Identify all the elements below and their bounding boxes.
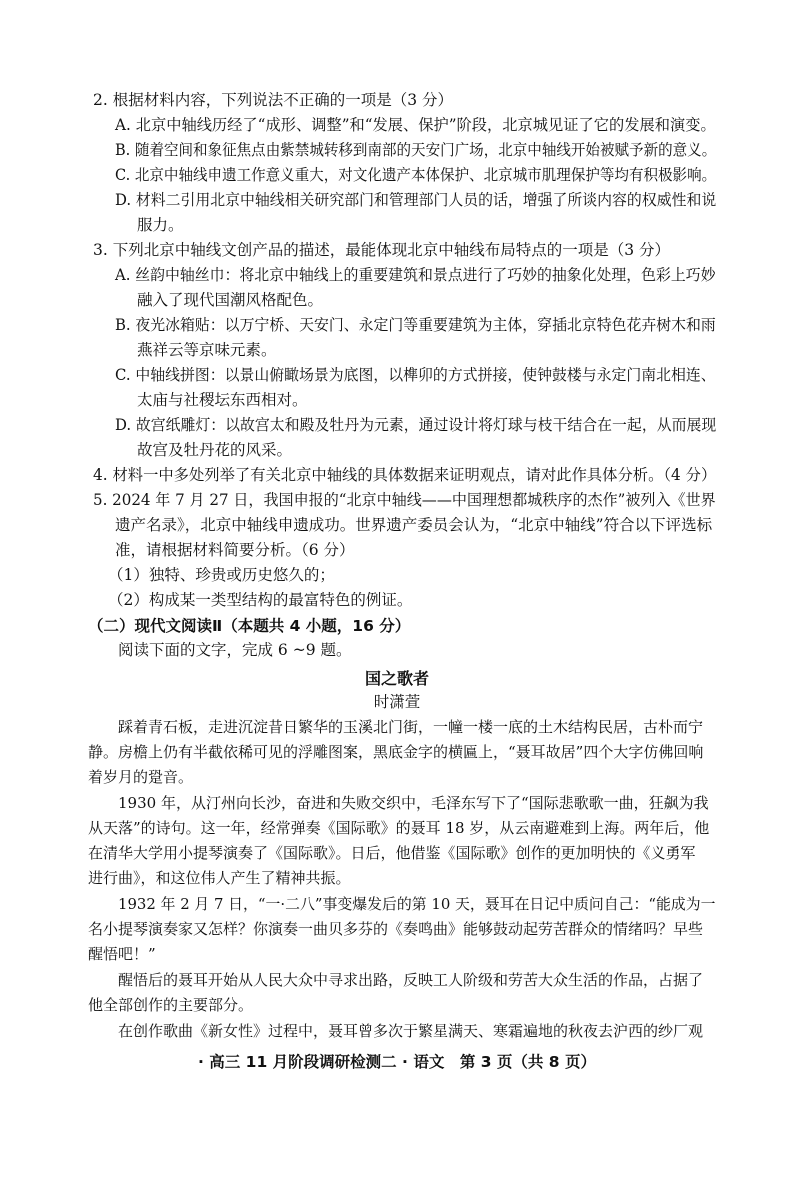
- paragraph-2-line1: 1930 年，从汀州向长沙，奋进和失败交织中，毛泽东写下了“国际悲歌歌一曲，狂飙为我: [118, 794, 709, 812]
- paragraph-1-line3: 着岁月的跫音。: [88, 768, 194, 786]
- article-title: 国之歌者: [364, 669, 429, 688]
- question-2-option-a: A. 北京中轴线历经了“成形、调整”和“发展、保护”阶段，北京城见证了它的发展和演变。: [115, 116, 716, 134]
- question-2-stem: 2. 根据材料内容，下列说法不正确的一项是（3 分）: [93, 91, 454, 109]
- section-intro: 阅读下面的文字，完成 6 ~9 题。: [118, 641, 352, 659]
- question-2-option-c: C. 北京中轴线申遗工作意义重大，对文化遗产本体保护、北京城市肌理保护等均有积极影响。: [115, 166, 717, 184]
- question-5-criterion-2: （2）构成某一类型结构的最富特色的例证。: [108, 591, 413, 609]
- paragraph-4-line1: 醒悟后的聂耳开始从人民大众中寻求出路，反映工人阶级和劳苦大众生活的作品，占据了: [118, 971, 704, 989]
- paragraph-2-line2: 从天落”的诗句。这一年，经常弹奏《国际歌》的聂耳 18 岁，从云南避难到上海。两年后，他: [88, 819, 710, 837]
- paragraph-2-line3: 在清华大学用小提琴演奏了《国际歌》。日后，他借鉴《国际歌》创作的更加明快的《义勇军: [88, 844, 696, 862]
- paragraph-5-line1: 在创作歌曲《新女性》过程中，聂耳曾多次于繁星满天、寒霜遍地的秋夜去沪西的纱厂观: [118, 1022, 704, 1040]
- question-3-option-d-line1: D. 故宫纸雕灯：以故宫太和殿及牡丹为元素，通过设计将灯球与枝干结合在一起，从而展现: [115, 416, 717, 434]
- paragraph-2-line4: 进行曲》，和这位伟人产生了精神共振。: [88, 869, 351, 887]
- paragraph-3-line1: 1932 年 2 月 7 日，“一·二八”事变爆发后的第 10 天，聂耳在日记中质问自己：“能成为一: [118, 895, 716, 913]
- question-3-option-d-line2: 故宫及牡丹花的风采。: [137, 441, 293, 459]
- question-5-line1: 5. 2024 年 7 月 27 日，我国申报的“北京中轴线——中国理想都城秩序的杰作”被列入《世界: [93, 491, 716, 509]
- question-3-option-b-line2: 燕祥云等京味元素。: [137, 341, 277, 359]
- question-2-option-b: B. 随着空间和象征焦点由紫禁城转移到南部的天安门广场，北京中轴线开始被赋予新的意义。: [115, 141, 717, 159]
- paragraph-1-line1: 踩着青石板，走进沉淀昔日繁华的玉溪北门街，一幢一楼一底的土木结构民居，古朴而宁: [118, 718, 704, 736]
- page-footer: · 高三 11 月阶段调研检测二 · 语文 第 3 页（共 8 页）: [198, 1053, 596, 1071]
- question-3-option-c-line1: C. 中轴线拼图：以景山俯瞰场景为底图，以榫卯的方式拼接，使钟鼓楼与永定门南北相连、: [115, 366, 716, 384]
- question-3-option-a-line1: A. 丝韵中轴丝巾：将北京中轴线上的重要建筑和景点进行了巧妙的抽象化处理，色彩上巧妙: [115, 266, 716, 284]
- question-4: 4. 材料一中多处列举了有关北京中轴线的具体数据来证明观点，请对此作具体分析。（4 分）: [93, 466, 717, 484]
- question-5-criterion-1: （1）独特、珍贵或历史悠久的；: [108, 566, 335, 584]
- article-author: 时潇萱: [373, 693, 421, 711]
- question-5-line3: 准，请根据材料简要分析。（6 分）: [115, 541, 355, 559]
- section-heading: （二）现代文阅读Ⅱ（本题共 4 小题，16 分）: [88, 617, 411, 635]
- question-3-option-a-line2: 融入了现代国潮风格配色。: [137, 291, 324, 309]
- paragraph-3-line3: 醒悟吧！”: [88, 945, 156, 963]
- question-3-stem: 3. 下列北京中轴线文创产品的描述，最能体现北京中轴线布局特点的一项是（3 分）: [93, 241, 671, 259]
- paragraph-4-line2: 他全部创作的主要部分。: [88, 996, 254, 1014]
- question-2-option-d-line2: 服力。: [137, 216, 184, 234]
- question-3-option-b-line1: B. 夜光冰箱贴：以万宁桥、天安门、永定门等重要建筑为主体，穿插北京特色花卉树木和雨: [115, 316, 716, 334]
- paragraph-1-line2: 静。房檐上仍有半截依稀可见的浮雕图案，黑底金字的横匾上，“聂耳故居”四个大字仿佛回响: [88, 743, 704, 761]
- question-5-line2: 遗产名录》，北京中轴线申遗成功。世界遗产委员会认为，“北京中轴线”符合以下评选标: [115, 516, 713, 534]
- question-2-option-d-line1: D. 材料二引用北京中轴线相关研究部门和管理部门人员的话，增强了所谈内容的权威性和说: [115, 191, 717, 209]
- question-3-option-c-line2: 太庙与社稷坛东西相对。: [137, 391, 308, 409]
- paragraph-3-line2: 名小提琴演奏家又怎样？你演奏一曲贝多芬的《奏鸣曲》能够鼓动起劳苦群众的情绪吗？早些: [88, 920, 704, 938]
